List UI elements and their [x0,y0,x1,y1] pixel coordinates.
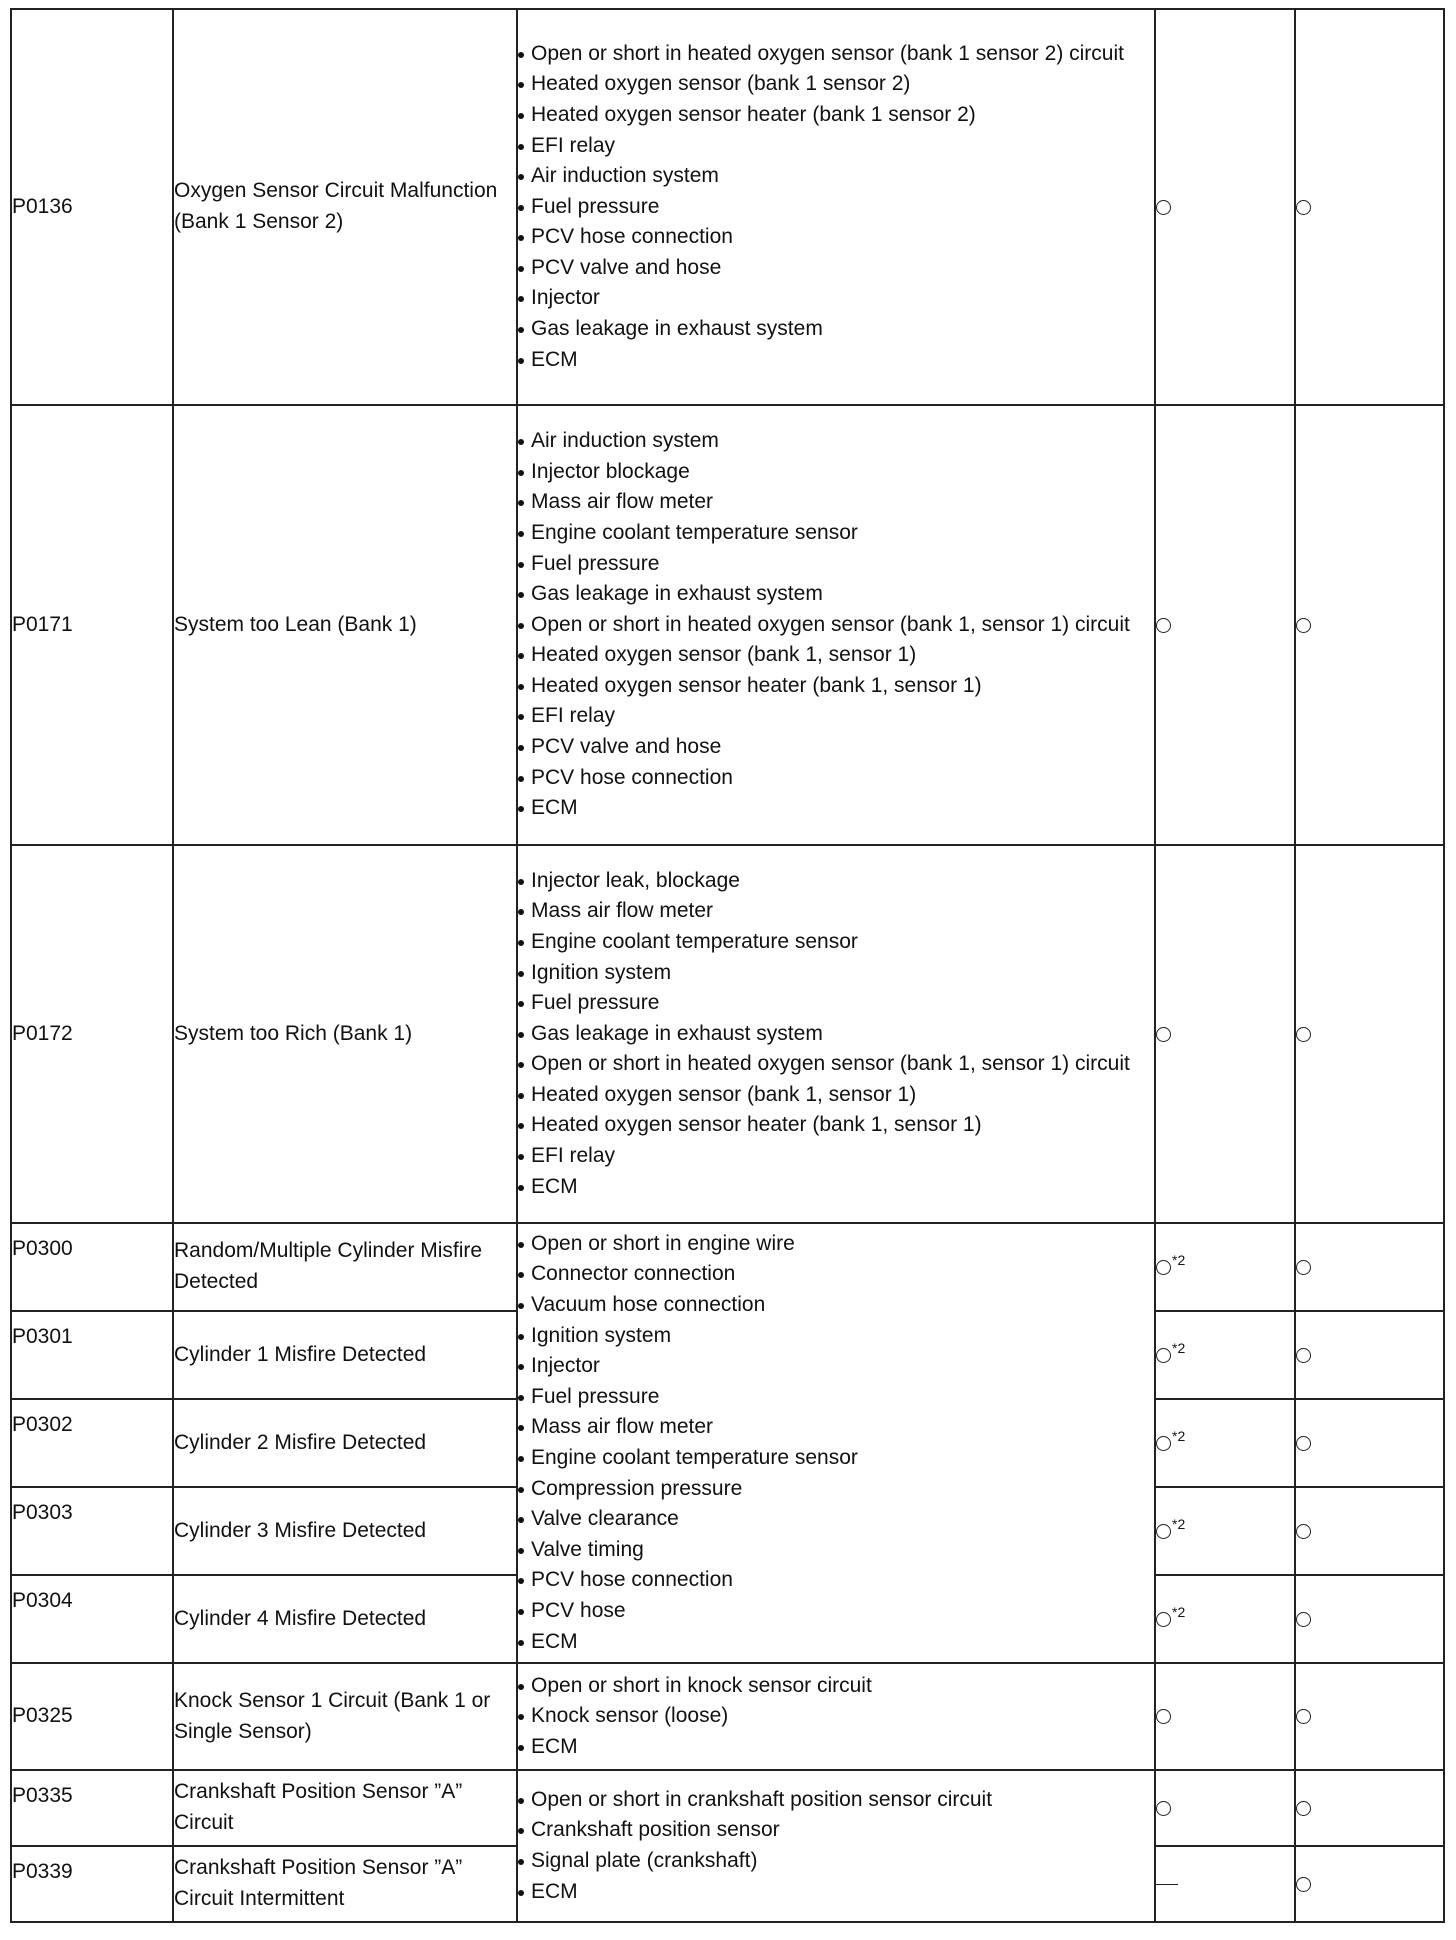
list-item: Crankshaft position sensor [518,1815,1154,1846]
trouble-area [517,1770,1155,1922]
circle-mark-icon [1156,1524,1171,1539]
circle-mark-icon [1156,1436,1171,1451]
circle-mark-icon [1296,1524,1311,1539]
mil-indicator [1155,1399,1295,1487]
list-item: Heated oxygen sensor heater (bank 1, sensor 1) [518,671,1154,702]
list-item: Knock sensor (loose) [518,1701,1154,1732]
dtc-code: P0339 [11,1846,173,1922]
list-item: Compression pressure [518,1474,1154,1505]
table-row [11,1223,1444,1311]
list-item: Gas leakage in exhaust system [518,314,1154,345]
memory-indicator [1295,1311,1444,1399]
detection-item: Cylinder 2 Misfire Detected [173,1399,517,1487]
circle-mark-icon [1296,1612,1311,1627]
list-item: ECM [518,793,1154,824]
list-item: Open or short in engine wire [518,1229,1154,1260]
dtc-code: P0303 [11,1487,173,1575]
memory-indicator [1295,1487,1444,1575]
trouble-area-list [518,39,1154,376]
dtc-code: P0302 [11,1399,173,1487]
trouble-area [517,9,1155,405]
list-item: PCV hose connection [518,1565,1154,1596]
circle-mark-icon [1156,200,1171,215]
trouble-area-list [518,1785,1154,1907]
detection-item: Cylinder 4 Misfire Detected [173,1575,517,1663]
list-item: ECM [518,1627,1154,1658]
table-row [11,1770,1444,1846]
mil-indicator [1155,405,1295,845]
list-item: Heated oxygen sensor (bank 1, sensor 1) [518,640,1154,671]
trouble-area-list [518,1671,1154,1763]
mil-indicator [1155,1846,1295,1922]
list-item: Open or short in heated oxygen sensor (bank 1, sensor 1) circuit [518,610,1154,641]
list-item: Connector connection [518,1259,1154,1290]
detection-item: System too Lean (Bank 1) [173,405,517,845]
list-item: PCV hose connection [518,763,1154,794]
circle-mark-icon [1296,200,1311,215]
list-item: Open or short in crankshaft position sensor circuit [518,1785,1154,1816]
dtc-code: P0171 [11,405,173,845]
mil-indicator [1155,1487,1295,1575]
list-item: PCV valve and hose [518,732,1154,763]
list-item: ECM [518,1732,1154,1763]
list-item: Mass air flow meter [518,1412,1154,1443]
list-item: Air induction system [518,161,1154,192]
list-item: ECM [518,345,1154,376]
list-item: Mass air flow meter [518,896,1154,927]
list-item: Air induction system [518,426,1154,457]
table-row [11,9,1444,405]
detection-item: Cylinder 1 Misfire Detected [173,1311,517,1399]
circle-mark-icon [1156,1612,1171,1627]
circle-mark-icon [1296,1801,1311,1816]
mil-indicator [1155,1575,1295,1663]
circle-mark-icon [1296,618,1311,633]
list-item: Injector leak, blockage [518,866,1154,897]
list-item: PCV hose connection [518,222,1154,253]
list-item: Ignition system [518,1321,1154,1352]
dtc-code: P0335 [11,1770,173,1846]
table-row [11,405,1444,845]
list-item: Open or short in heated oxygen sensor (bank 1, sensor 1) circuit [518,1049,1154,1080]
mil-indicator [1155,1223,1295,1311]
list-item: Fuel pressure [518,549,1154,580]
memory-indicator [1295,1770,1444,1846]
circle-mark-icon [1296,1027,1311,1042]
list-item: ECM [518,1172,1154,1203]
list-item: Fuel pressure [518,192,1154,223]
detection-item: Cylinder 3 Misfire Detected [173,1487,517,1575]
list-item: EFI relay [518,131,1154,162]
list-item: Injector [518,1351,1154,1382]
trouble-area [517,405,1155,845]
mil-indicator [1155,845,1295,1223]
circle-mark-icon [1296,1348,1311,1363]
list-item: Open or short in knock sensor circuit [518,1671,1154,1702]
list-item: Mass air flow meter [518,487,1154,518]
memory-indicator [1295,1575,1444,1663]
list-item: PCV hose [518,1596,1154,1627]
list-item: Valve clearance [518,1504,1154,1535]
dtc-code: P0136 [11,9,173,405]
table-row [11,845,1444,1223]
list-item: Injector blockage [518,457,1154,488]
mil-indicator [1155,9,1295,405]
circle-mark-icon [1296,1877,1311,1892]
footnote-ref: *2 [1172,1427,1186,1444]
trouble-area [517,845,1155,1223]
circle-mark-icon [1156,1709,1171,1724]
list-item: EFI relay [518,1141,1154,1172]
trouble-area-list [518,1229,1154,1657]
list-item: Gas leakage in exhaust system [518,1019,1154,1050]
list-item: Fuel pressure [518,1382,1154,1413]
memory-indicator [1295,1223,1444,1311]
list-item: ECM [518,1877,1154,1908]
footnote-ref: *2 [1172,1339,1186,1356]
list-item: Ignition system [518,958,1154,989]
circle-mark-icon [1156,1801,1171,1816]
list-item: Valve timing [518,1535,1154,1566]
detection-item: Random/Multiple Cylinder Misfire Detected [173,1223,517,1311]
circle-mark-icon [1296,1436,1311,1451]
detection-item: Knock Sensor 1 Circuit (Bank 1 or Single Sensor) [173,1663,517,1770]
mil-indicator [1155,1770,1295,1846]
dtc-code: P0304 [11,1575,173,1663]
list-item: Fuel pressure [518,988,1154,1019]
footnote-ref: *2 [1172,1251,1186,1268]
list-item: Heated oxygen sensor (bank 1, sensor 1) [518,1080,1154,1111]
list-item: Vacuum hose connection [518,1290,1154,1321]
list-item: Signal plate (crankshaft) [518,1846,1154,1877]
trouble-area [517,1223,1155,1663]
list-item: Open or short in heated oxygen sensor (bank 1 sensor 2) circuit [518,39,1154,70]
list-item: Gas leakage in exhaust system [518,579,1154,610]
circle-mark-icon [1156,618,1171,633]
list-item: Injector [518,283,1154,314]
dash-mark-icon [1156,1884,1178,1885]
circle-mark-icon [1296,1709,1311,1724]
list-item: Heated oxygen sensor (bank 1 sensor 2) [518,69,1154,100]
trouble-area-list [518,426,1154,824]
list-item: Engine coolant temperature sensor [518,927,1154,958]
memory-indicator [1295,1846,1444,1922]
detection-item: Oxygen Sensor Circuit Malfunction (Bank 1 Sensor 2) [173,9,517,405]
dtc-code: P0301 [11,1311,173,1399]
footnote-ref: *2 [1172,1515,1186,1532]
detection-item: System too Rich (Bank 1) [173,845,517,1223]
dtc-code: P0325 [11,1663,173,1770]
detection-item: Crankshaft Position Sensor ”A” Circuit [173,1770,517,1846]
mil-indicator [1155,1663,1295,1770]
trouble-area [517,1663,1155,1770]
table-row [11,1663,1444,1770]
circle-mark-icon [1156,1260,1171,1275]
list-item: Heated oxygen sensor heater (bank 1, sensor 1) [518,1110,1154,1141]
dtc-code: P0172 [11,845,173,1223]
circle-mark-icon [1156,1348,1171,1363]
memory-indicator [1295,405,1444,845]
circle-mark-icon [1156,1027,1171,1042]
memory-indicator [1295,845,1444,1223]
circle-mark-icon [1296,1260,1311,1275]
memory-indicator [1295,1663,1444,1770]
trouble-area-list [518,866,1154,1203]
list-item: Engine coolant temperature sensor [518,518,1154,549]
footnote-ref: *2 [1172,1603,1186,1620]
list-item: Heated oxygen sensor heater (bank 1 sensor 2) [518,100,1154,131]
list-item: PCV valve and hose [518,253,1154,284]
dtc-table [10,8,1445,1923]
list-item: EFI relay [518,701,1154,732]
memory-indicator [1295,1399,1444,1487]
memory-indicator [1295,9,1444,405]
detection-item: Crankshaft Position Sensor ”A” Circuit Intermittent [173,1846,517,1922]
mil-indicator [1155,1311,1295,1399]
list-item: Engine coolant temperature sensor [518,1443,1154,1474]
dtc-code: P0300 [11,1223,173,1311]
